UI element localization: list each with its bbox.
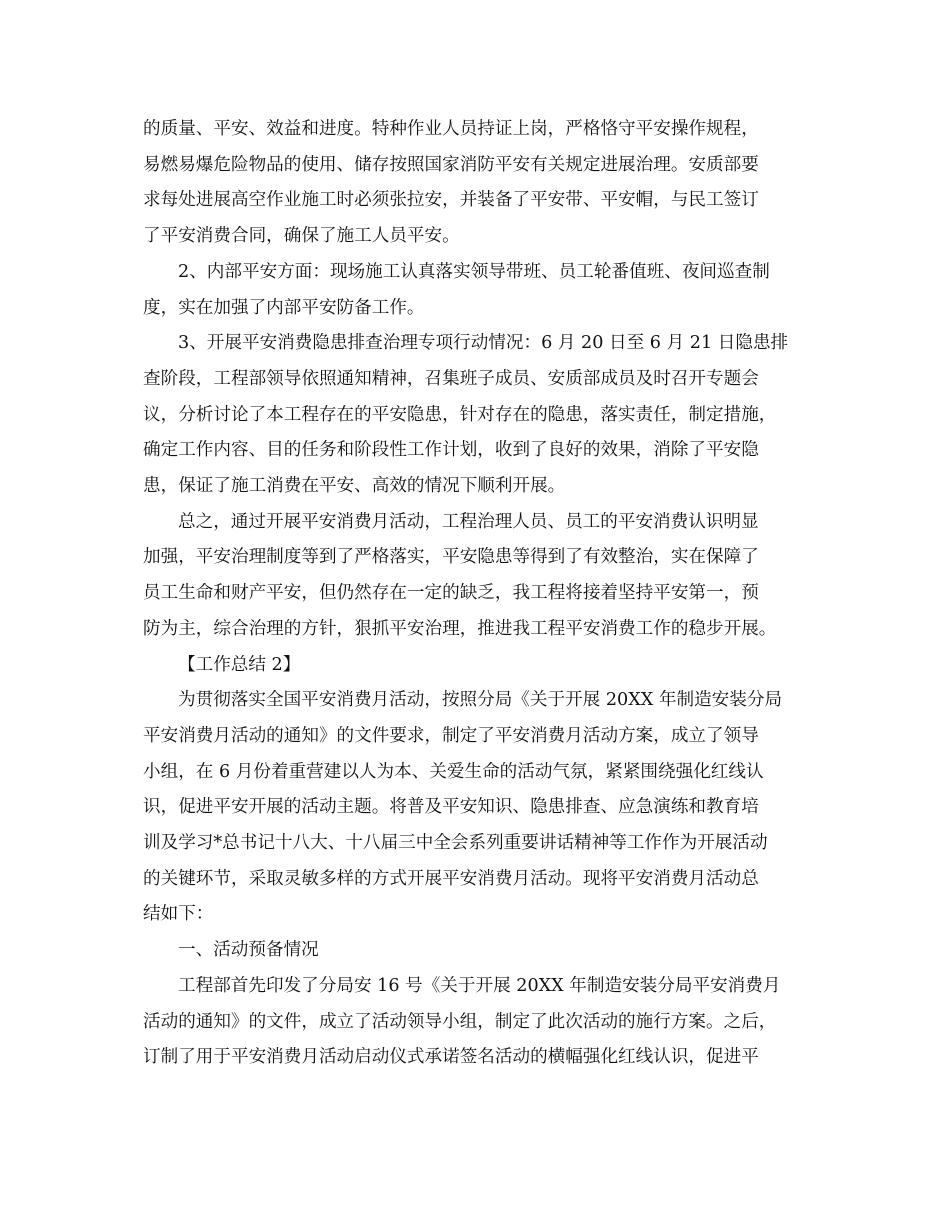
text-line: 小组，在 6 月份着重营建以人为本、关爱生命的活动气氛，紧紧围绕强化红线认 — [143, 761, 764, 782]
paragraph-2 — [143, 255, 808, 326]
text-line: 平安消费月活动的通知》的文件要求，制定了平安消费月活动方案，成立了领导 — [143, 725, 759, 746]
text-line: 员工生命和财产平安，但仍然存在一定的缺乏，我工程将接着坚持平安第一，预 — [143, 583, 759, 604]
text-line: 2、内部平安方面：现场施工认真落实领导带班、员工轮番值班、夜间巡查制 — [178, 261, 770, 282]
paragraph-5 — [143, 683, 808, 933]
text-line: 求每处进展高空作业施工时必须张拉安，并装备了平安带、平安帽，与民工签订 — [143, 190, 759, 211]
text-line: 活动的通知》的文件，成立了活动领导小组，制定了此次活动的施行方案。之后， — [143, 1011, 777, 1032]
paragraph-4 — [143, 505, 808, 648]
text-line: 为贯彻落实全国平安消费月活动，按照分局《关于开展 20XX 年制造安装分局 — [178, 690, 783, 711]
text-line: 确定工作内容、目的任务和阶段性工作计划，收到了良好的效果，消除了平安隐 — [143, 440, 759, 461]
text-line: 【工作总结 2】 — [178, 654, 301, 675]
text-line: 加强，平安治理制度等到了严格落实，平安隐患等得到了有效整治，实在保障了 — [143, 547, 759, 568]
text-line: 防为主，综合治理的方针，狠抓平安治理，推进我工程平安消费工作的稳步开展。 — [143, 618, 777, 639]
paragraph-3 — [143, 326, 808, 505]
paragraph-6 — [143, 969, 808, 1076]
text-line: 总之，通过开展平安消费月活动，工程治理人员、员工的平安消费认识明显 — [178, 511, 759, 532]
text-line: 的质量、平安、效益和进度。特种作业人员持证上岗，严格恪守平安操作规程， — [143, 119, 759, 139]
text-line: 查阶段，工程部领导依照通知精神，召集班子成员、安质部成员及时召开专题会 — [143, 368, 759, 389]
text-line: 3、开展平安消费隐患排查治理专项行动情况：6 月 20 日至 6 月 21 日隐患排 — [178, 333, 789, 354]
text-line: 易燃易爆危险物品的使用、储存按照国家消防平安有关规定进展治理。安质部要 — [143, 154, 759, 175]
text-line: 订制了用于平安消费月活动启动仪式承诺签名活动的横幅强化红线认识，促进平 — [143, 1047, 759, 1068]
paragraph-1 — [143, 112, 808, 255]
text-line: 结如下： — [143, 904, 214, 925]
text-line: 议，分析讨论了本工程存在的平安隐患，针对存在的隐患，落实责任，制定措施， — [143, 404, 777, 425]
text-line: 训及学习*总书记十八大、十八届三中全会系列重要讲话精神等工作作为开展活动 — [143, 833, 768, 854]
text-line: 的关键环节，采取灵敏多样的方式开展平安消费月活动。现将平安消费月活动总 — [143, 868, 759, 889]
text-line: 一、活动预备情况 — [178, 940, 319, 961]
text-line: 度，实在加强了内部平安防备工作。 — [143, 297, 425, 318]
text-line: 工程部首先印发了分局安 16 号《关于开展 20XX 年制造安装分局平安消费月 — [178, 975, 781, 996]
section-heading — [143, 648, 808, 684]
text-line: 识，促进平安开展的活动主题。将普及平安知识、隐患排查、应急演练和教育培 — [143, 797, 759, 818]
text-line: 患，保证了施工消费在平安、高效的情况下顺利开展。 — [143, 476, 566, 497]
text-line: 了平安消费合同，确保了施工人员平安。 — [143, 226, 460, 247]
subsection-heading — [143, 933, 808, 969]
document-body — [143, 112, 808, 1076]
